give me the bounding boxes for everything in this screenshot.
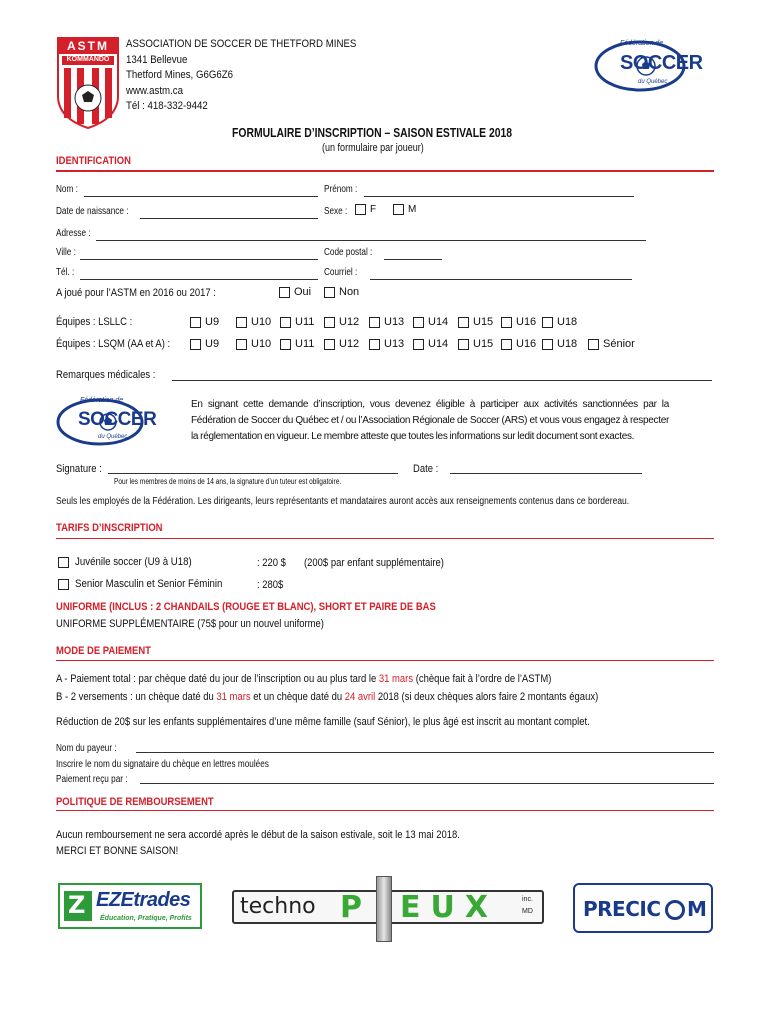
code-postal-field[interactable] <box>384 259 442 260</box>
adresse-label: Adresse : <box>56 228 91 239</box>
identification-heading: IDENTIFICATION <box>56 155 131 167</box>
tarif-juvenile-label: Juvénile soccer (U9 à U18) <box>75 556 192 568</box>
lsqm-u18[interactable] <box>542 338 577 350</box>
lsqm-u16-label: U16 <box>516 338 537 350</box>
sexe-f-option[interactable] <box>355 204 376 215</box>
lsllc-u12-checkbox[interactable] <box>324 317 335 328</box>
federation-logo-main: SOCCER <box>620 52 703 74</box>
lsllc-u13[interactable] <box>369 316 404 328</box>
nom-field[interactable] <box>84 196 318 197</box>
sexe-f-checkbox[interactable] <box>355 204 366 215</box>
merci-text: MERCI ET BONNE SAISON! <box>56 845 179 857</box>
precicom-pre: PRECIC <box>583 897 661 921</box>
federation-logo-bottom: du Québec <box>638 79 668 85</box>
form-subtitle: (un formulaire par joueur) <box>322 142 424 154</box>
uniforme-line: UNIFORME (INCLUS : 2 CHANDAILS (ROUGE ET BLANC), SHORT ET PAIRE DE BAS <box>56 601 436 613</box>
sexe-m-label: M <box>408 204 417 216</box>
technopieux-p: P <box>340 890 362 925</box>
inscrire-note: Inscrire le nom du signataire du chèque en lettres moulées <box>56 759 269 770</box>
lsqm-u15[interactable] <box>458 338 493 350</box>
lsqm-u9-checkbox[interactable] <box>190 339 201 350</box>
recu-label: Paiement reçu par : <box>56 774 128 785</box>
association-address: 1341 Bellevue <box>126 53 188 66</box>
paiement-b-text: B - 2 versements : un chèque daté du <box>56 691 217 703</box>
tarif-juvenile-note: (200$ par enfant supplémentaire) <box>304 557 444 569</box>
lsqm-u11[interactable] <box>280 338 314 350</box>
paiement-option-a <box>56 673 551 685</box>
lsllc-u11[interactable] <box>280 316 314 328</box>
joue-question: A joué pour l’ASTM en 2016 ou 2017 : <box>56 287 216 299</box>
signature-label: Signature : <box>56 463 102 475</box>
lsllc-u9-label: U9 <box>205 316 220 328</box>
paiement-b-date2: 24 avril <box>344 691 376 703</box>
lsqm-u12-label: U12 <box>339 338 360 350</box>
signature-note: Pour les membres de moins de 14 ans, la signature d’un tuteur est obligatoire. <box>114 477 342 486</box>
ezetrades-tagline: Éducation, Pratique, Profits <box>100 915 192 922</box>
lsllc-u18-checkbox[interactable] <box>542 317 553 328</box>
lsllc-u14-checkbox[interactable] <box>413 317 424 328</box>
association-info <box>126 37 388 115</box>
tarif-senior-checkbox[interactable] <box>58 579 69 590</box>
payeur-field[interactable] <box>136 752 714 753</box>
ville-label: Ville : <box>56 247 76 258</box>
paiement-b-date1: 31 mars <box>216 691 251 703</box>
club-logo-subtext: KOMMANDO <box>66 56 110 63</box>
lsqm-u10-label: U10 <box>251 338 272 350</box>
paiement-b-note: 2018 (si deux chèques alors faire 2 montants égaux) <box>375 691 599 703</box>
association-name: ASSOCIATION DE SOCCER DE THETFORD MINES <box>126 38 357 50</box>
lsqm-u12-checkbox[interactable] <box>324 339 335 350</box>
sponsor-precicom-logo <box>573 883 713 933</box>
joue-oui-label: Oui <box>294 286 312 298</box>
club-logo <box>56 36 120 130</box>
lsllc-u9-checkbox[interactable] <box>190 317 201 328</box>
lsllc-u10-label: U10 <box>251 316 272 328</box>
association-city: Thetford Mines, G6G6Z6 <box>126 69 234 81</box>
paiement-rule <box>56 660 714 661</box>
sexe-label: Sexe : <box>324 206 348 217</box>
joue-oui-option[interactable] <box>279 286 311 298</box>
sponsor-technopieux-logo <box>232 876 544 942</box>
precicom-post: M <box>687 897 707 921</box>
consent-logo-bottom: du Québec <box>98 434 128 440</box>
code-postal-label: Code postal : <box>324 247 373 258</box>
tarif-senior-price: : 280$ <box>257 579 284 591</box>
technopieux-md: MD <box>522 908 533 915</box>
nom-label: Nom : <box>56 184 78 195</box>
lsllc-u15[interactable] <box>458 316 493 328</box>
paiement-a-note: (chèque fait à l’ordre de l’ASTM) <box>413 673 552 685</box>
sexe-f-label: F <box>370 204 377 216</box>
remboursement-heading: POLITIQUE DE REMBOURSEMENT <box>56 796 214 808</box>
lsqm-u13[interactable] <box>369 338 404 350</box>
technopieux-eux: EUX <box>400 890 498 925</box>
lsllc-u14[interactable] <box>413 316 448 328</box>
paiement-b-mid: et un chèque daté du <box>250 691 345 703</box>
date-field[interactable] <box>450 473 642 474</box>
lsllc-u16-label: U16 <box>516 316 537 328</box>
paiement-option-b <box>56 691 598 703</box>
lsqm-u13-checkbox[interactable] <box>369 339 380 350</box>
lsllc-u9[interactable] <box>190 316 219 328</box>
lsllc-u10-checkbox[interactable] <box>236 317 247 328</box>
tarifs-heading: TARIFS D’INSCRIPTION <box>56 522 163 534</box>
ezetrades-mark-letter: Z <box>68 891 86 919</box>
lsqm-u16-checkbox[interactable] <box>501 339 512 350</box>
lsllc-u15-label: U15 <box>473 316 494 328</box>
paiement-a-date: 31 mars <box>378 673 414 685</box>
lsqm-u14[interactable] <box>413 338 448 350</box>
lsllc-u12[interactable] <box>324 316 359 328</box>
tel-label: Tél. : <box>56 267 75 278</box>
sexe-m-checkbox[interactable] <box>393 204 404 215</box>
lsqm-u10-checkbox[interactable] <box>236 339 247 350</box>
lsqm-u9-label: U9 <box>205 338 220 350</box>
technopieux-pile <box>376 876 392 942</box>
naissance-field[interactable] <box>140 218 318 219</box>
lsllc-u16-checkbox[interactable] <box>501 317 512 328</box>
remarques-field[interactable] <box>172 380 712 381</box>
consent-federation-logo <box>56 396 182 448</box>
sexe-m-option[interactable] <box>393 204 416 215</box>
lsqm-u12[interactable] <box>324 338 359 350</box>
lsqm-u11-checkbox[interactable] <box>280 339 291 350</box>
recu-field[interactable] <box>140 783 714 784</box>
date-label: Date : <box>413 463 439 475</box>
joue-oui-checkbox[interactable] <box>279 287 290 298</box>
tarif-juvenile[interactable] <box>58 556 208 568</box>
lsqm-u13-label: U13 <box>384 338 405 350</box>
lsllc-u16[interactable] <box>501 316 536 328</box>
lsllc-u18-label: U18 <box>557 316 578 328</box>
association-phone: Tél : 418-332-9442 <box>126 100 208 112</box>
lsqm-u15-checkbox[interactable] <box>458 339 469 350</box>
privacy-notice: Seuls les employés de la Fédération. Les dirigeants, leurs représentants et mandataires auront accès aux renseignements contenus dans ce bordereau. <box>56 496 630 507</box>
prenom-label: Prénom : <box>324 184 358 195</box>
lsllc-u15-checkbox[interactable] <box>458 317 469 328</box>
federation-logo-top: Fédération de <box>620 40 664 47</box>
club-logo-text: ASTM <box>67 39 109 53</box>
federation-logo <box>594 38 724 94</box>
equipes-lsqm-label: Équipes : LSQM (AA et A) : <box>56 338 171 350</box>
tarifs-rule <box>56 538 714 539</box>
remboursement-text: Aucun remboursement ne sera accordé après le début de la saison estivale, soit le 13 mai 2018. <box>56 829 460 841</box>
reduction-text: Réduction de 20$ sur les enfants supplémentaires d’une même famille (sauf Sénior), le plus âgé est inscrit au montant complet. <box>56 716 590 728</box>
payeur-label: Nom du payeur : <box>56 743 117 754</box>
signature-field[interactable] <box>108 473 398 474</box>
ville-field[interactable] <box>80 259 318 260</box>
joue-non-label: Non <box>339 286 360 298</box>
lsqm-u16[interactable] <box>501 338 536 350</box>
lsqm-u11-label: U11 <box>295 338 315 350</box>
consent-logo-main: SOCCER <box>78 409 157 430</box>
tel-field[interactable] <box>80 279 318 280</box>
lsllc-u10[interactable] <box>236 316 271 328</box>
lsllc-u13-label: U13 <box>384 316 405 328</box>
courriel-label: Courriel : <box>324 267 358 278</box>
lsqm-u18-checkbox[interactable] <box>542 339 553 350</box>
lsqm-u15-label: U15 <box>473 338 494 350</box>
tarif-senior[interactable] <box>58 578 243 590</box>
technopieux-word1: techno <box>240 894 316 919</box>
prenom-field[interactable] <box>364 196 634 197</box>
lsqm-u18-label: U18 <box>557 338 578 350</box>
precicom-globe-icon <box>665 900 685 920</box>
form-title: FORMULAIRE D’INSCRIPTION – SAISON ESTIVALE 2018 <box>232 125 513 140</box>
lsllc-u18[interactable] <box>542 316 577 328</box>
joue-non-checkbox[interactable] <box>324 287 335 298</box>
tarif-senior-label: Senior Masculin et Senior Féminin <box>75 578 223 590</box>
tarif-juvenile-checkbox[interactable] <box>58 557 69 568</box>
technopieux-inc: inc. <box>522 896 533 903</box>
lsqm-senior-label: Sénior <box>603 338 635 350</box>
lsqm-senior-checkbox[interactable] <box>588 339 599 350</box>
adresse-field[interactable] <box>96 240 646 241</box>
paiement-a-text: A - Paiement total : par chèque daté du jour de l’inscription ou au plus tard le <box>56 673 379 685</box>
lsqm-u9[interactable] <box>190 338 219 350</box>
consent-text: En signant cette demande d’inscription, vous devenez éligible à participer aux activités sanctionnées par la Fédération de Soccer du Québec et / ou l’Association Régionale de Soccer (ARS) et vous vous engagez à respecter la réglementation en vigueur. Le membre atteste que toutes les informations sur ledit document sont exactes. <box>191 399 669 442</box>
lsqm-u10[interactable] <box>236 338 271 350</box>
equipes-lsllc-label: Équipes : LSLLC : <box>56 316 133 328</box>
lsqm-u14-checkbox[interactable] <box>413 339 424 350</box>
consent-logo-top: Fédération de <box>80 397 124 404</box>
association-website: www.astm.ca <box>126 84 184 97</box>
lsllc-u11-label: U11 <box>295 316 315 328</box>
naissance-label: Date de naissance : <box>56 206 129 217</box>
lsllc-u12-label: U12 <box>339 316 360 328</box>
courriel-field[interactable] <box>370 279 632 280</box>
lsllc-u14-label: U14 <box>428 316 449 328</box>
remboursement-rule <box>56 810 714 811</box>
lsllc-u11-checkbox[interactable] <box>280 317 291 328</box>
lsqm-u14-label: U14 <box>428 338 449 350</box>
remarques-label: Remarques médicales : <box>56 369 156 381</box>
uniforme-extra: UNIFORME SUPPLÉMENTAIRE (75$ pour un nouvel uniforme) <box>56 618 324 630</box>
identification-rule <box>56 170 714 172</box>
lsllc-u13-checkbox[interactable] <box>369 317 380 328</box>
paiement-heading: MODE DE PAIEMENT <box>56 645 151 657</box>
sponsor-ezetrades-logo <box>58 883 202 929</box>
joue-non-option[interactable] <box>324 286 359 298</box>
tarif-juvenile-price: : 220 $ <box>257 557 286 569</box>
ezetrades-name: EZEtrades <box>96 889 191 911</box>
lsqm-senior[interactable] <box>588 338 635 350</box>
